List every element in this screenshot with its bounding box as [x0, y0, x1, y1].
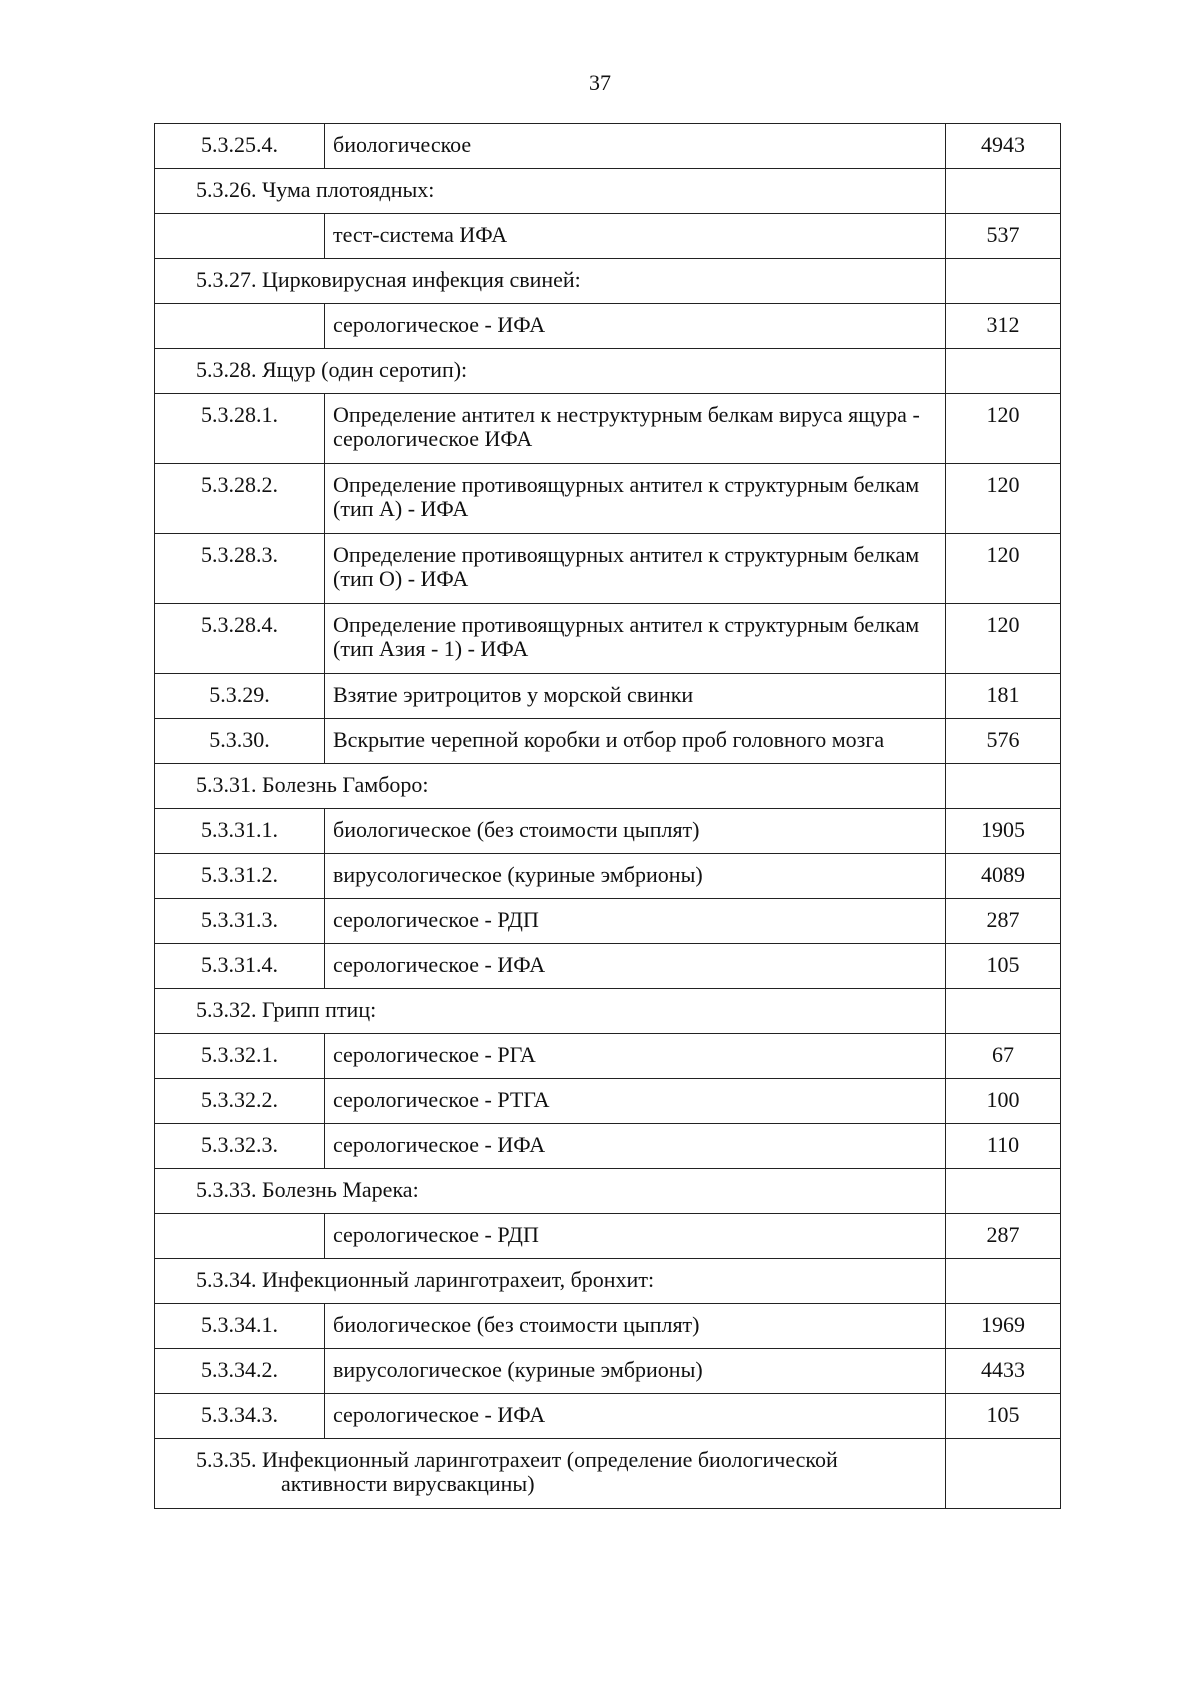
row-code: 5.3.31.1.	[155, 809, 325, 854]
row-value: 1905	[946, 809, 1061, 854]
section-row	[155, 764, 1061, 809]
section-title: 5.3.32. Грипп птиц:	[155, 989, 946, 1034]
table-row	[155, 854, 1061, 899]
row-description: вирусологическое (куриные эмбрионы)	[325, 1349, 946, 1394]
row-code: 5.3.31.2.	[155, 854, 325, 899]
row-description: биологическое (без стоимости цыплят)	[325, 809, 946, 854]
row-value: 537	[946, 214, 1061, 259]
row-code: 5.3.25.4.	[155, 124, 325, 169]
row-value: 105	[946, 1394, 1061, 1439]
row-value: 4943	[946, 124, 1061, 169]
table-row	[155, 394, 1061, 464]
table-row	[155, 1079, 1061, 1124]
table-row	[155, 674, 1061, 719]
section-title-continuation: активности вирусвакцины)	[281, 1471, 535, 1496]
row-code	[155, 304, 325, 349]
row-value: 120	[946, 604, 1061, 674]
table-row	[155, 1304, 1061, 1349]
row-description: Определение противоящурных антител к структурным белкам (тип Азия - 1) - ИФА	[325, 604, 946, 674]
row-code: 5.3.28.4.	[155, 604, 325, 674]
table-row	[155, 534, 1061, 604]
page-number: 37	[589, 70, 611, 95]
row-value: 4433	[946, 1349, 1061, 1394]
row-value: 67	[946, 1034, 1061, 1079]
row-description: Взятие эритроцитов у морской свинки	[325, 674, 946, 719]
table-row	[155, 124, 1061, 169]
row-code	[155, 214, 325, 259]
section-title-line: 5.3.35. Инфекционный ларинготрахеит (определение биологической	[196, 1447, 838, 1472]
row-description: Определение противоящурных антител к структурным белкам (тип А) - ИФА	[325, 464, 946, 534]
row-code: 5.3.34.1.	[155, 1304, 325, 1349]
row-code: 5.3.31.3.	[155, 899, 325, 944]
row-description: Определение противоящурных антител к структурным белкам (тип О) - ИФА	[325, 534, 946, 604]
section-row	[155, 349, 1061, 394]
table-row	[155, 1349, 1061, 1394]
row-code: 5.3.34.3.	[155, 1394, 325, 1439]
row-description: серологическое - ИФА	[325, 1394, 946, 1439]
section-title-multiline	[155, 1439, 946, 1509]
table-row	[155, 809, 1061, 854]
section-row	[155, 989, 1061, 1034]
row-code: 5.3.32.3.	[155, 1124, 325, 1169]
row-description: биологическое (без стоимости цыплят)	[325, 1304, 946, 1349]
row-code: 5.3.30.	[155, 719, 325, 764]
row-value: 576	[946, 719, 1061, 764]
section-row	[155, 1169, 1061, 1214]
row-description: серологическое - ИФА	[325, 304, 946, 349]
row-description: вирусологическое (куриные эмбрионы)	[325, 854, 946, 899]
empty-value-cell	[946, 1259, 1061, 1304]
row-code	[155, 1214, 325, 1259]
row-description: серологическое - ИФА	[325, 1124, 946, 1169]
table-row	[155, 1034, 1061, 1079]
section-row	[155, 169, 1061, 214]
section-title: 5.3.33. Болезнь Марека:	[155, 1169, 946, 1214]
row-code: 5.3.31.4.	[155, 944, 325, 989]
row-code: 5.3.32.1.	[155, 1034, 325, 1079]
section-title: 5.3.31. Болезнь Гамборо:	[155, 764, 946, 809]
row-value: 312	[946, 304, 1061, 349]
row-description: серологическое - ИФА	[325, 944, 946, 989]
row-description: Вскрытие черепной коробки и отбор проб головного мозга	[325, 719, 946, 764]
row-value: 120	[946, 534, 1061, 604]
row-code: 5.3.34.2.	[155, 1349, 325, 1394]
section-title: 5.3.27. Цирковирусная инфекция свиней:	[155, 259, 946, 304]
table-row	[155, 214, 1061, 259]
section-row	[155, 1259, 1061, 1304]
row-description: серологическое - РТГА	[325, 1079, 946, 1124]
section-row	[155, 1439, 1061, 1509]
row-description: биологическое	[325, 124, 946, 169]
table-row	[155, 304, 1061, 349]
row-description: серологическое - РГА	[325, 1034, 946, 1079]
empty-value-cell	[946, 259, 1061, 304]
row-code: 5.3.32.2.	[155, 1079, 325, 1124]
row-code: 5.3.28.2.	[155, 464, 325, 534]
row-value: 120	[946, 464, 1061, 534]
table-row	[155, 899, 1061, 944]
row-value: 287	[946, 899, 1061, 944]
row-description: Определение антител к неструктурным белкам вируса ящура - серологическое ИФА	[325, 394, 946, 464]
row-value: 1969	[946, 1304, 1061, 1349]
row-value: 287	[946, 1214, 1061, 1259]
table-row	[155, 464, 1061, 534]
row-code: 5.3.28.1.	[155, 394, 325, 464]
row-value: 181	[946, 674, 1061, 719]
table-row	[155, 604, 1061, 674]
empty-value-cell	[946, 1439, 1061, 1509]
row-description: тест-система ИФА	[325, 214, 946, 259]
table-row	[155, 719, 1061, 764]
table-row	[155, 944, 1061, 989]
table-row	[155, 1394, 1061, 1439]
table-row	[155, 1124, 1061, 1169]
row-value: 100	[946, 1079, 1061, 1124]
section-title-wrap	[196, 1448, 838, 1496]
section-title: 5.3.34. Инфекционный ларинготрахеит, бронхит:	[155, 1259, 946, 1304]
tariff-table	[154, 123, 1061, 1509]
row-value: 120	[946, 394, 1061, 464]
row-description: серологическое - РДП	[325, 1214, 946, 1259]
row-value: 105	[946, 944, 1061, 989]
row-code: 5.3.29.	[155, 674, 325, 719]
empty-value-cell	[946, 989, 1061, 1034]
section-title: 5.3.26. Чума плотоядных:	[155, 169, 946, 214]
row-code: 5.3.28.3.	[155, 534, 325, 604]
row-value: 4089	[946, 854, 1061, 899]
table-row	[155, 1214, 1061, 1259]
empty-value-cell	[946, 169, 1061, 214]
empty-value-cell	[946, 1169, 1061, 1214]
section-row	[155, 259, 1061, 304]
section-title: 5.3.28. Ящур (один серотип):	[155, 349, 946, 394]
row-value: 110	[946, 1124, 1061, 1169]
row-description: серологическое - РДП	[325, 899, 946, 944]
empty-value-cell	[946, 764, 1061, 809]
empty-value-cell	[946, 349, 1061, 394]
